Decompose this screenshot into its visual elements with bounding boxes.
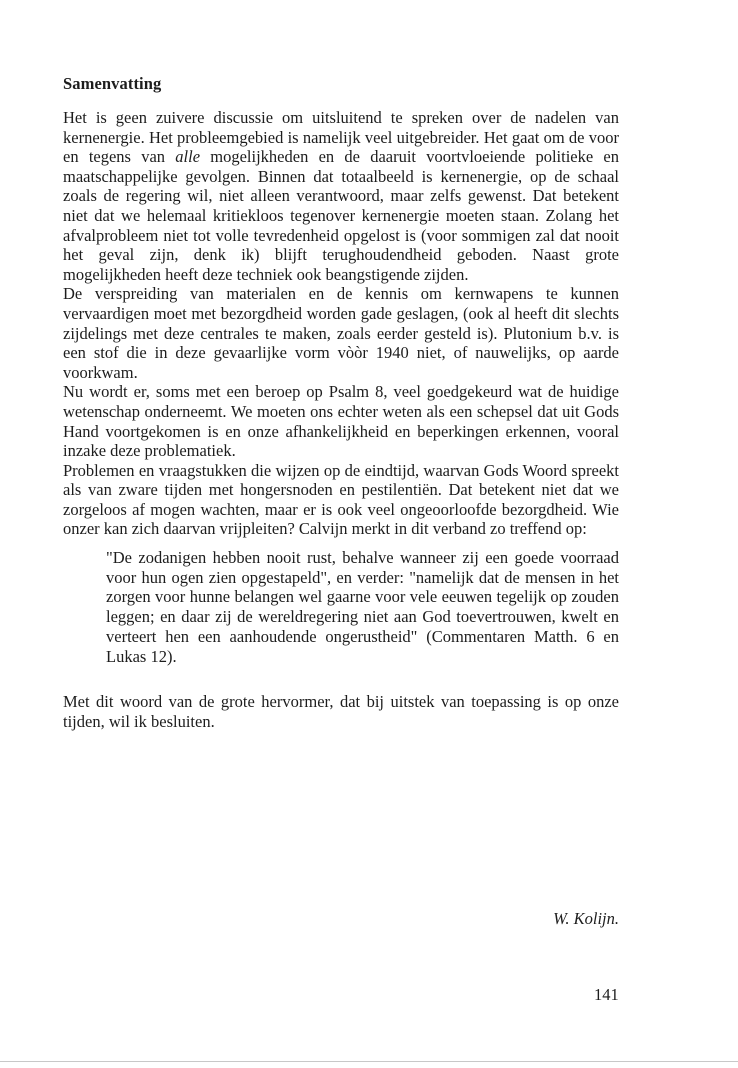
page-bottom-edge [0, 1061, 738, 1062]
calvin-quote: "De zodanigen hebben nooit rust, behalve wanneer zij een goede voorraad voor hun ogen zien opgestapeld", en verder: "namelijk dat de mensen in het zorgen voor hunne belangen wel gaarne voor vele eeuwen tegelijk op zouden leggen; en daar zij de wereldregering niet aan God toevertrouwen, kwelt en verteert hen een aanhoudende ongerustheid" (Commentaren Matth. 6 en Lukas 12). [106, 548, 619, 666]
closing-paragraph: Met dit woord van de grote hervormer, dat bij uitstek van toepassing is op onze tijden, wil ik besluiten. [63, 692, 619, 731]
paragraph-1-text-end: mogelijkheden en de daaruit voortvloeiende politieke en maatschappelijke gevolgen. Binnen dat totaalbeeld is kernenergie, op de schaal zoals de regering wil, niet alleen verantwoord, maar zelfs gewenst. Dat betekent niet dat we helemaal kritiekloos tegenover kernenergie moeten staan. Zolang het afvalprobleem niet tot volle tevredenheid opgelost is (voor sommigen zal dat nooit het geval zijn, denk ik) blijft terughoudendheid geboden. Naast grote mogelijkheden heeft deze techniek ook beangstigende zijden. [63, 147, 619, 284]
section-heading: Samenvatting [63, 74, 162, 93]
paragraph-1-text-start: Het is geen zuivere discussie om uitsluitend te spreken over de nadelen van kernenergie. Het probleemgebied is namelijk veel uitgebreider. Het gaat om de voor en tegens van [63, 108, 619, 167]
page-number: 141 [594, 985, 619, 1004]
paragraph-2: De verspreiding van materialen en de kennis om kernwapens te kunnen vervaardigen moet met bezorgdheid worden gade geslagen, (ook al heeft dit slechts zijdelings met deze centrales te maken, zoals eerder gesteld is). Plutonium b.v. is een stof die in deze gevaarlijke vorm vòòr 1940 niet, of nauwelijks, op aarde voorkwam. [63, 284, 619, 382]
paragraph-4: Problemen en vraagstukken die wijzen op de eindtijd, waarvan Gods Woord spreekt als van zware tijden met hongersnoden en pestilentiën. Dat betekent niet dat we zorgeloos af mogen wachten, maar er is ook veel ongeoorloofde bezorgdheid. Wie onzer kan zich daarvan vrijpleiten? Calvijn merkt in dit verband zo treffend op: [63, 460, 619, 539]
paragraph-1 [63, 108, 619, 284]
paragraph-1-emphasis: alle [175, 147, 201, 167]
paragraph-3: Nu wordt er, soms met een beroep op Psalm 8, veel goedgekeurd wat de huidige wetenschap onderneemt. We moeten ons echter weten als een schepsel dat uit Gods Hand voortgekomen is en onze afhankelijkheid en beperkingen erkennen, vooral inzake deze problematiek. [63, 382, 619, 461]
author-signature: W. Kolijn. [553, 909, 619, 928]
page-body [63, 74, 619, 731]
